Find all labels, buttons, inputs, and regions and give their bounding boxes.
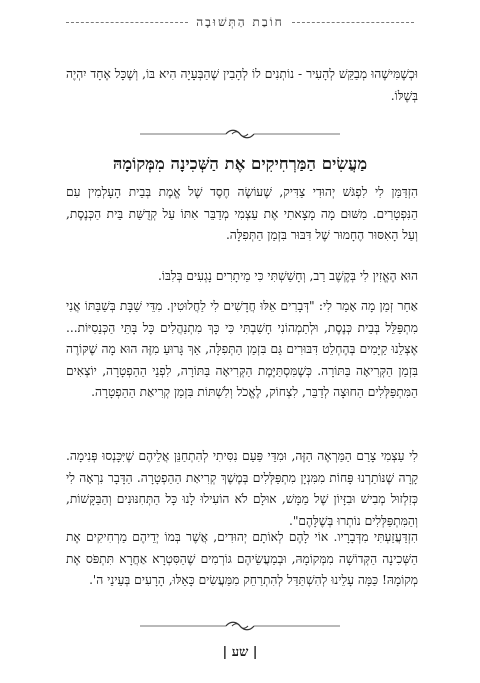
opening-paragraph: וּכְשֶׁמִּישֶׁהוּ מְבַקֵּשׁ לְהָעִיר - נוֹתְנִים לוֹ לְהָבִין שֶׁהַבְּעָיָה הִיא בּוֹ, וְשֶׁכָּל אֶחָד יִהְיֶה בְּשֶׁלּוֹ. xyxy=(66,67,418,103)
paragraph-1: הִזְדַּמַּן לִי לִפְגֹּשׁ יְהוּדִי צַדִּיק, שֶׁעוֹשֶׂה חֶסֶד שֶׁל אֱמֶת בְּבֵית הָעָלְמִין עִם הַנִּפְטָרִים. מִשּׁוּם מָה מָצָאתִי אֶת עַצְמִי מְדַבֵּר אִתּוֹ עַל קְדֻשַּׁת בֵּית הַכְּנֶסֶת, וְעַל הָאִסּוּר הֶחָמוּר שֶׁל דִּבּוּר בִּזְמַן הַתְּפִלָּה. xyxy=(66,185,418,242)
paragraph-5: הִזְדַּעֲזַעְתִּי מִדְּבָרָיו. אוֹי לָהֶם לְאוֹתָם יְהוּדִים, אֲשֶׁר בְּמוֹ יְדֵיהֶם מַרְחִיקִים אֶת הַשְּׁכִינָה הַקְּדוֹשָׁה מִמְּקוֹמָהּ, וּבְמַעֲשֵׂיהֶם גּוֹרְמִים שֶׁהַסִּטְרָא אַחֲרָא תִּתְפֹּס אֶת מְקוֹמָהּ! כַּמָּה עָלֵינוּ לְהִשְׁתַּדֵּל לְהִתְרַחֵק מִמַּעֲשִׂים כָּאֵלּוּ, הָרָעִים בְּעֵינֵי ה'. xyxy=(66,530,418,587)
paragraph-3: אַחַר זְמַן מָה אָמַר לִי: "דְּבָרִים אֵלּוּ חֲדָשִׁים לִי לַחֲלוּטִין. מִדֵּי שַׁבָּת בְּשַׁבַּתּוֹ אֲנִי מִתְפַּלֵּל בְּבֵית כְּנֶסֶת, וּלְתַמְהוֹנִי חָשַׁבְתִּי כִּי כָּךְ מִתְנַהֲלִים כָּל בָּתֵּי הַכְּנֵסִיּוֹת... אֶצְלֵנוּ קַיָּמִים בְּהֶחְלֵט דִּבּוּרִים גַּם בִּזְמַן הַתְּפִלָּה, אַךְ גָּרוּעַ מִזֶּה הוּא מָה שֶׁקּוֹרֶה בִּזְמַן הַקְּרִיאָה בַּתּוֹרָה. כְּשֶׁמִּסְתַּיֶּמֶת הַקְּרִיאָה בַּתּוֹרָה, לִפְנֵי הַהַפְטָרָה, יוֹצְאִים הַמִּתְפַּלְּלִים הַחוּצָה לְדַבֵּר, לִצְחוֹק, לֶאֱכֹל וְלִשְׁתּוֹת בִּזְמַן קְרִיאַת הַהַפְטָרָה. xyxy=(66,299,418,399)
paragraph-4: לִי עַצְמִי צָרַם הַמַּרְאֶה הַזֶּה, וּמִדֵּי פַּעַם נִסִּיתִי לְהִתְחַנֵּן אֲלֵיהֶם שֶׁיִּכָּנְסוּ פְּנִימָה. קָרָה שֶׁנּוֹתַרְנוּ פָּחוֹת מִמִּנְיָן מִתְפַּלְּלִים בְּמֶשֶׁךְ קְרִיאַת הַהַפְטָרָה. הַדָּבָר נִרְאָה לִי כְּזִלְזוּל מְבִישׁ וּבִזָּיוֹן שֶׁל מַמָּשׁ, אוּלָם לֹא הוֹעִילוּ לָנוּ כָּל הַתְּחִנּוּנִים וְהַבַּקָּשׁוֹת, וְהַמִּתְפַּלְּלִים נוֹתְרוּ בְּשֶׁלָּהֶם". xyxy=(66,449,418,528)
section-title: מַעֲשִׂים הַמַּרְחִיקִים אֶת הַשְּׁכִינָה מִמְּקוֹמָהּ xyxy=(112,154,368,173)
running-header-title: חוֹבַת הַתְּשׁוּבָה xyxy=(196,14,284,29)
section-divider-ornament-top xyxy=(140,128,340,140)
paragraph-2: הוּא הֶאֱזִין לִי בְּקֶשֶׁב רַב, וְחָשַׁשְׁתִּי כִּי מֵיתָרִים נָגְעִים בְּלִבּוֹ. xyxy=(158,269,418,283)
page-number: | שע | xyxy=(222,645,258,660)
section-divider-ornament-bottom xyxy=(140,620,340,632)
header-rule-left xyxy=(66,22,188,23)
header-rule-right xyxy=(292,22,414,23)
running-header xyxy=(0,12,480,32)
